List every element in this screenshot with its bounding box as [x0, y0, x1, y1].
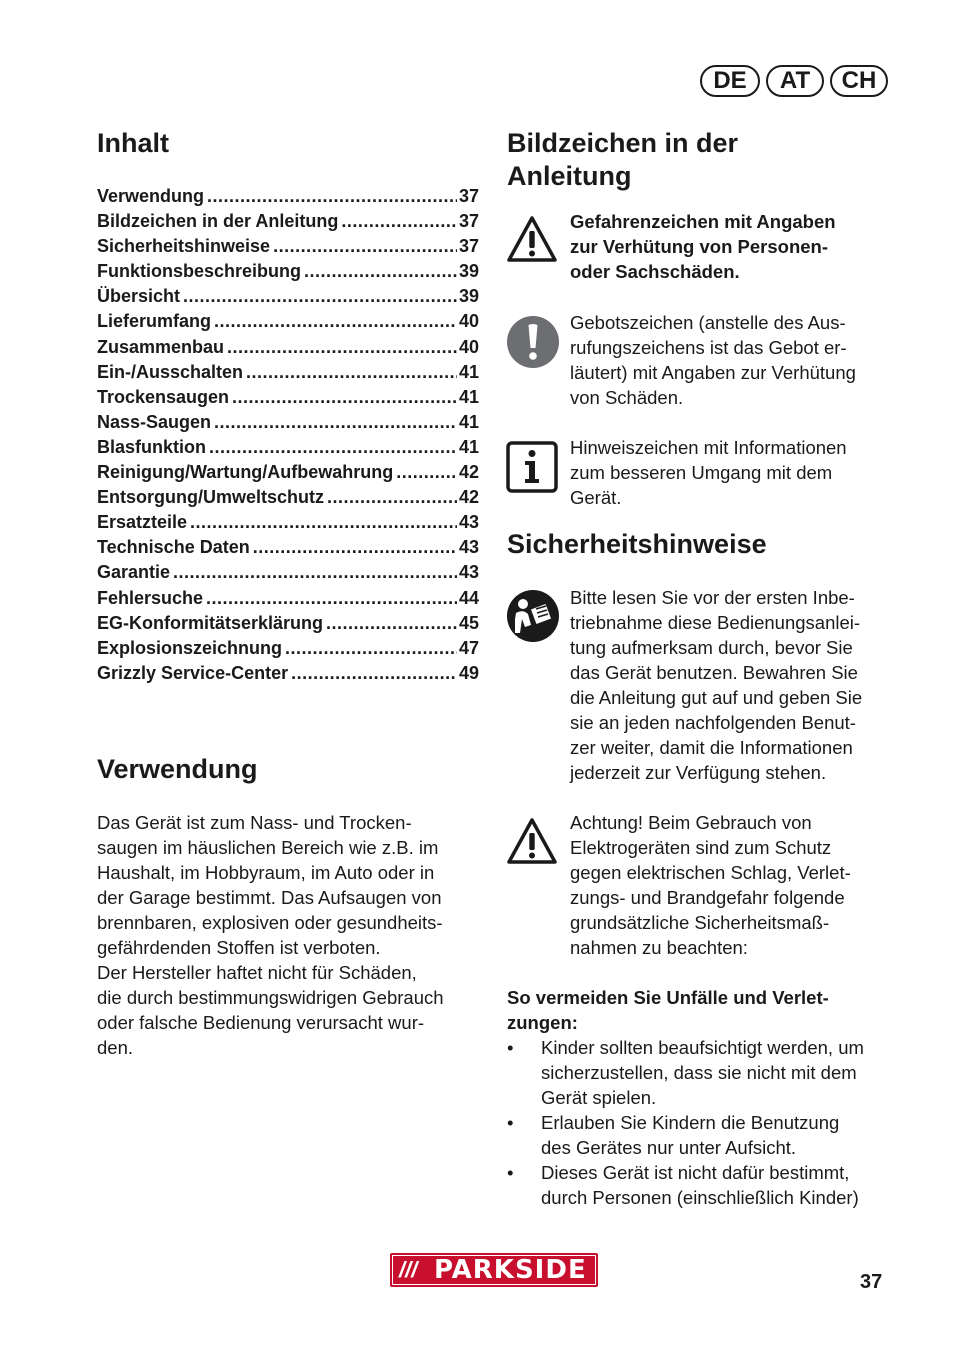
gebotszeichen-text	[570, 310, 895, 410]
toc-dot-leader	[246, 360, 457, 385]
text-line: Elektrogeräten sind zum Schutz	[570, 837, 832, 858]
achtung-text	[570, 810, 895, 960]
text-line: der Garage bestimmt. Das Aufsaugen von	[97, 887, 442, 908]
toc-entry-sicherheitshinweise[interactable]	[97, 234, 479, 259]
gefahrenzeichen-text	[570, 209, 890, 284]
toc-label: Ersatzteile	[97, 512, 188, 533]
text-line: Gerät spielen.	[541, 1087, 657, 1108]
toc-page: 41	[458, 361, 479, 382]
text-line: Der Hersteller haftet nicht für Schäden,	[97, 962, 417, 983]
toc-label: Funktionsbeschreibung	[97, 261, 302, 282]
text-line: brennbaren, explosiven oder gesundheits-	[97, 912, 443, 933]
text-line: Hinweiszeichen mit Informationen	[570, 437, 847, 458]
text-line: Erlauben Sie Kindern die Benutzung	[541, 1112, 840, 1133]
text-line: rufungszeichens ist das Gebot er-	[570, 337, 847, 358]
toc-entry-verwendung[interactable]	[97, 184, 479, 209]
mandatory-exclamation-icon	[506, 315, 560, 369]
toc-label: Fehlersuche	[97, 587, 204, 608]
table-of-contents	[97, 184, 479, 686]
toc-entry-explosionszeichnung[interactable]	[97, 636, 479, 661]
toc-dot-leader	[327, 485, 457, 510]
toc-entry-uebersicht[interactable]	[97, 284, 479, 309]
text-line: Dieses Gerät ist nicht dafür bestimmt,	[541, 1162, 850, 1183]
text-line: nahmen zu beachten:	[570, 937, 748, 958]
toc-page: 43	[458, 537, 479, 558]
toc-label: EG-Konformitätserklärung	[97, 612, 324, 633]
text-line: grundsätzliche Sicherheitsmaß-	[570, 912, 830, 933]
text-line: sie an jeden nachfolgenden Benut-	[570, 712, 856, 733]
toc-entry-blasfunktion[interactable]	[97, 435, 479, 460]
toc-entry-ein-ausschalten[interactable]	[97, 360, 479, 385]
text-line: tung aufmerksam durch, bevor Sie	[570, 637, 853, 658]
toc-page: 41	[458, 436, 479, 457]
heading-line: Anleitung	[507, 161, 632, 191]
toc-entry-entsorgung[interactable]	[97, 485, 479, 510]
toc-label: Blasfunktion	[97, 436, 207, 457]
toc-entry-fehlersuche[interactable]	[97, 586, 479, 611]
text-line: des Gerätes nur unter Aufsicht.	[541, 1137, 797, 1158]
toc-page: 42	[458, 487, 479, 508]
toc-dot-leader	[285, 636, 457, 661]
toc-page: 42	[458, 462, 479, 483]
warning-triangle-icon	[506, 815, 558, 867]
toc-label: Trockensaugen	[97, 386, 230, 407]
toc-dot-leader	[273, 234, 457, 259]
toc-entry-ersatzteile[interactable]	[97, 510, 479, 535]
bullet-marker: •	[507, 1037, 514, 1058]
toc-dot-leader	[214, 410, 457, 435]
text-line: zungs- und Brandgefahr folgende	[570, 887, 845, 908]
bildzeichen-heading	[507, 127, 738, 193]
safety-bullet-list	[507, 1035, 897, 1210]
text-line: zungen:	[507, 1012, 578, 1033]
toc-label: Nass-Saugen	[97, 411, 212, 432]
toc-label: Garantie	[97, 562, 171, 583]
toc-label: Verwendung	[97, 186, 205, 206]
text-line: Haushalt, im Hobbyraum, im Auto oder in	[97, 862, 435, 883]
toc-dot-leader	[173, 560, 457, 585]
logo-wordmark: PARKSIDE	[434, 1255, 587, 1285]
toc-entry-reinigung[interactable]	[97, 460, 479, 485]
text-line: den.	[97, 1037, 134, 1058]
text-line: So vermeiden Sie Unfälle und Verlet-	[507, 987, 829, 1008]
toc-label: Technische Daten	[97, 537, 250, 558]
toc-page: 45	[458, 612, 479, 633]
bullet-marker: •	[507, 1112, 514, 1133]
text-line: durch Personen (einschließlich Kinder)	[541, 1187, 859, 1208]
toc-entry-service-center[interactable]	[97, 661, 479, 686]
toc-page: 40	[458, 311, 479, 332]
toc-page: 41	[458, 411, 479, 432]
toc-label: Zusammenbau	[97, 336, 225, 357]
toc-dot-leader	[214, 309, 457, 334]
toc-dot-leader	[326, 611, 457, 636]
text-line: Gebotszeichen (anstelle des Aus-	[570, 312, 846, 333]
text-line: Bitte lesen Sie vor der ersten Inbe-	[570, 587, 855, 608]
toc-entry-trockensaugen[interactable]	[97, 385, 479, 410]
toc-page: 37	[458, 186, 479, 206]
text-line: Gerät.	[570, 487, 622, 508]
list-item	[507, 1035, 897, 1110]
toc-page: 37	[458, 211, 479, 232]
text-line: Das Gerät ist zum Nass- und Trocken-	[97, 812, 412, 833]
toc-page: 40	[458, 336, 479, 357]
toc-page: 41	[458, 386, 479, 407]
text-line: gefährdenden Stoffen ist verboten.	[97, 937, 381, 958]
text-line: Kinder sollten beaufsichtigt werden, um	[541, 1037, 864, 1058]
toc-page: 39	[458, 261, 479, 282]
parkside-logo	[390, 1253, 598, 1287]
toc-page: 39	[458, 286, 479, 307]
toc-label: Explosionszeichnung	[97, 637, 283, 658]
text-line: Achtung! Beim Gebrauch von	[570, 812, 812, 833]
toc-page: 43	[458, 512, 479, 533]
sicherheitshinweise-heading: Sicherheitshinweise	[507, 529, 767, 559]
heading-line: Bildzeichen in der	[507, 128, 739, 158]
list-item	[507, 1110, 897, 1160]
toc-entry-lieferumfang[interactable]	[97, 309, 479, 334]
text-line: zum besseren Umgang mit dem	[570, 462, 833, 483]
hinweiszeichen-text	[570, 435, 895, 510]
text-line: jederzeit zur Verfügung stehen.	[570, 762, 827, 783]
logo-slashes: ///	[399, 1257, 418, 1282]
text-line: von Schäden.	[570, 387, 684, 408]
warning-triangle-icon	[506, 213, 558, 265]
page-number: 37	[860, 1271, 883, 1293]
toc-dot-leader	[206, 586, 457, 611]
toc-label: Sicherheitshinweise	[97, 236, 271, 257]
lang-badge-ch: CH	[830, 65, 888, 97]
toc-entry-funktionsbeschreibung[interactable]	[97, 259, 479, 284]
toc-entry-garantie[interactable]	[97, 560, 479, 585]
text-line: die Anleitung gut auf und geben Sie	[570, 687, 863, 708]
toc-label: Übersicht	[97, 286, 181, 307]
toc-page: 44	[458, 587, 479, 608]
verwendung-heading: Verwendung	[97, 754, 258, 784]
toc-entry-nass-saugen[interactable]	[97, 410, 479, 435]
text-line: zer weiter, damit die Informationen	[570, 737, 853, 758]
toc-dot-leader	[209, 435, 457, 460]
text-line: triebnahme diese Bedienungsanlei-	[570, 612, 861, 633]
toc-dot-leader	[341, 209, 457, 234]
text-line: läutert) mit Angaben zur Verhütung	[570, 362, 856, 383]
read-manual-text	[570, 585, 895, 785]
read-manual-icon	[506, 589, 560, 643]
toc-dot-leader	[304, 259, 457, 284]
lang-badge-at: AT	[766, 65, 824, 97]
toc-label: Entsorgung/Umweltschutz	[97, 487, 325, 508]
toc-label: Lieferumfang	[97, 311, 212, 332]
toc-label: Bildzeichen in der Anleitung	[97, 211, 339, 232]
text-line: die durch bestimmungswidrigen Gebrauch	[97, 987, 444, 1008]
text-line: saugen im häuslichen Bereich wie z.B. im	[97, 837, 439, 858]
toc-heading: Inhalt	[97, 128, 169, 158]
toc-dot-leader	[232, 385, 457, 410]
toc-dot-leader	[396, 460, 457, 485]
toc-dot-leader	[190, 510, 457, 535]
list-item	[507, 1160, 897, 1210]
toc-page: 37	[458, 236, 479, 257]
text-line: sicherzustellen, dass sie nicht mit dem	[541, 1062, 857, 1083]
toc-label: Grizzly Service-Center	[97, 662, 289, 683]
toc-dot-leader	[227, 335, 457, 360]
lang-badge-de: DE	[700, 65, 760, 97]
unfaelle-subheading	[507, 985, 897, 1035]
toc-entry-zusammenbau[interactable]	[97, 335, 479, 360]
text-line: Gefahrenzeichen mit Angaben	[570, 211, 836, 232]
toc-page: 43	[458, 562, 479, 583]
toc-entry-eg-konformitaet[interactable]	[97, 611, 479, 636]
toc-entry-bildzeichen[interactable]	[97, 209, 479, 234]
toc-label: Ein-/Ausschalten	[97, 361, 244, 382]
bullet-marker: •	[507, 1162, 514, 1183]
toc-dot-leader	[253, 535, 457, 560]
toc-dot-leader	[291, 661, 457, 686]
info-icon	[506, 441, 558, 493]
toc-page: 49	[458, 662, 479, 683]
text-line: gegen elektrischen Schlag, Verlet-	[570, 862, 851, 883]
toc-dot-leader	[207, 184, 457, 209]
toc-label: Reinigung/Wartung/Aufbewahrung	[97, 462, 394, 483]
text-line: zur Verhütung von Personen-	[570, 236, 828, 257]
toc-entry-technische-daten[interactable]	[97, 535, 479, 560]
toc-page: 47	[458, 637, 479, 658]
text-line: oder falsche Bedienung verursacht wur-	[97, 1012, 425, 1033]
toc-dot-leader	[183, 284, 457, 309]
text-line: oder Sachschäden.	[570, 261, 740, 282]
verwendung-text	[97, 810, 487, 1060]
text-line: das Gerät benutzen. Bewahren Sie	[570, 662, 858, 683]
